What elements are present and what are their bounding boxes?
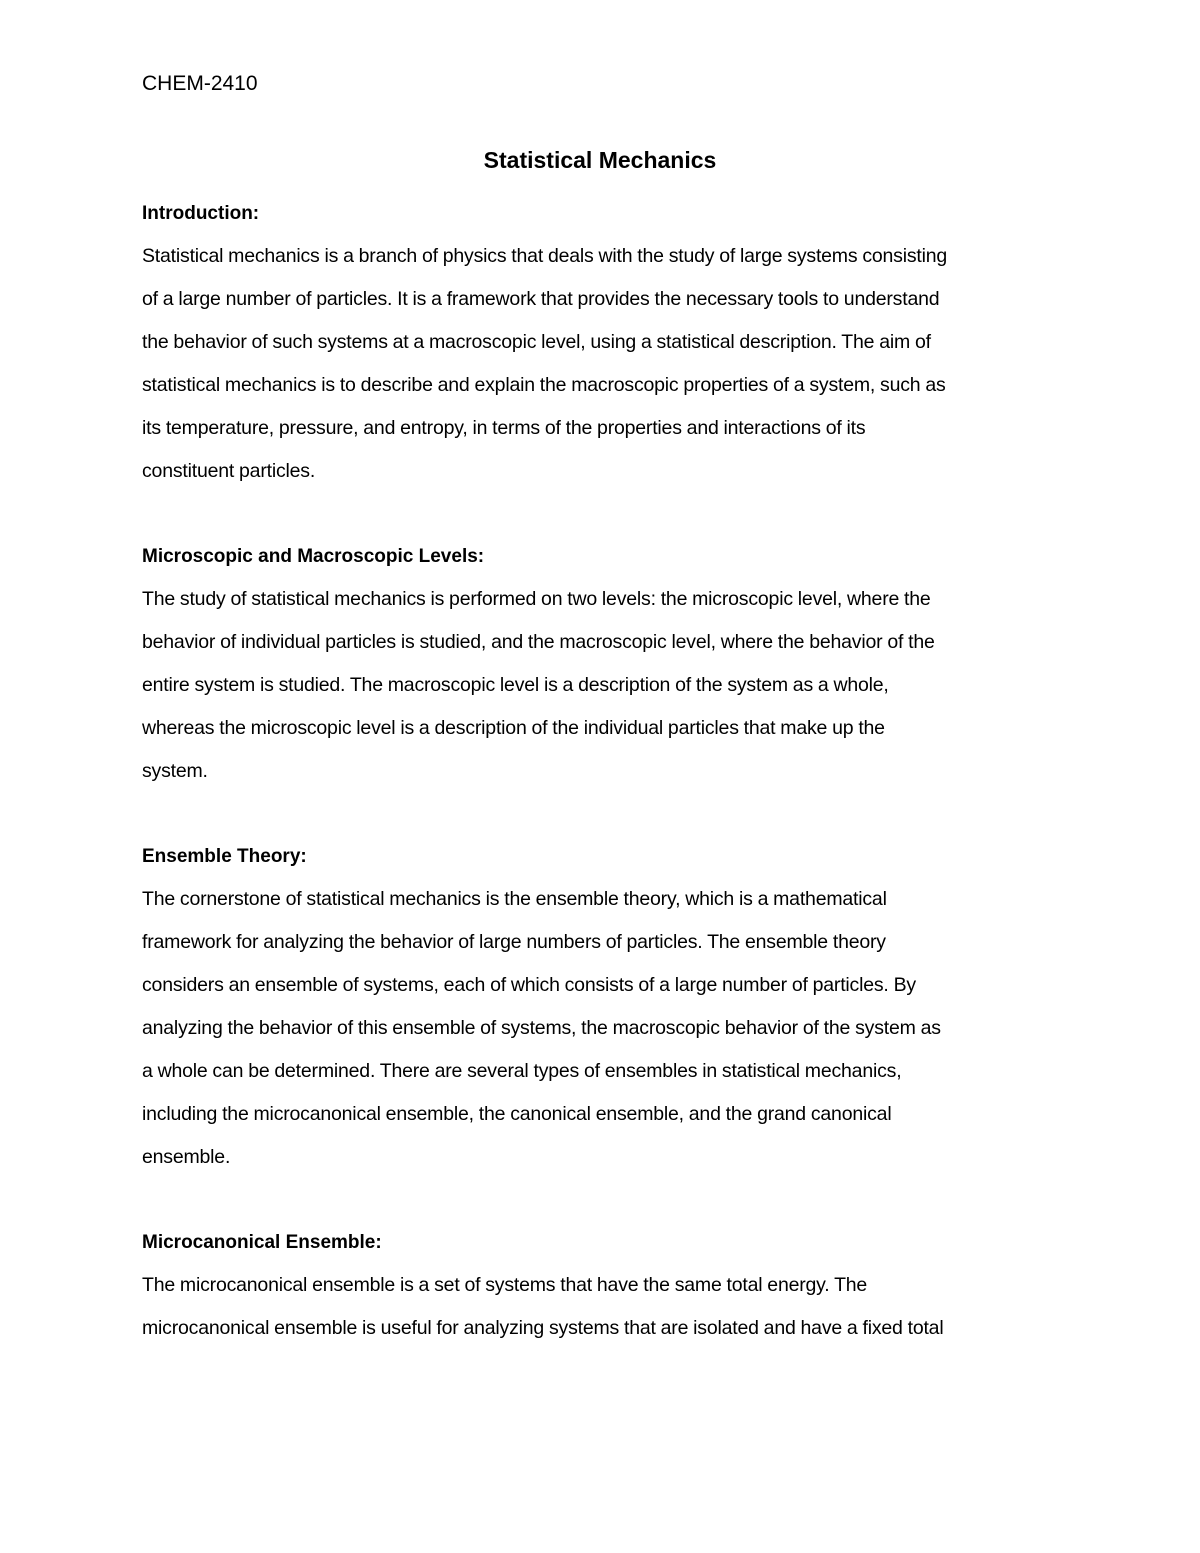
section-paragraph <box>142 578 1057 793</box>
paragraph-line: of a large number of particles. It is a framework that provides the necessary tools to understand <box>142 288 940 310</box>
section-microcanonical-ensemble <box>142 1221 1057 1350</box>
paragraph-line: behavior of individual particles is studied, and the macroscopic level, where the behavior of the <box>142 631 935 653</box>
section-paragraph <box>142 235 1057 493</box>
paragraph-line: a whole can be determined. There are several types of ensembles in statistical mechanics, <box>142 1060 902 1082</box>
paragraph-line: the behavior of such systems at a macroscopic level, using a statistical description. The aim of <box>142 331 931 353</box>
paragraph-line: whereas the microscopic level is a description of the individual particles that make up the <box>142 717 885 739</box>
paragraph-line: ensemble. <box>142 1146 231 1168</box>
paragraph-line: The cornerstone of statistical mechanics is the ensemble theory, which is a mathematical <box>142 888 887 910</box>
section-heading: Introduction: <box>142 203 260 224</box>
paragraph-line: The study of statistical mechanics is performed on two levels: the microscopic level, where the <box>142 588 931 610</box>
paragraph-line: constituent particles. <box>142 460 316 482</box>
paragraph-line: its temperature, pressure, and entropy, in terms of the properties and interactions of its <box>142 417 866 439</box>
section-paragraph <box>142 878 1057 1179</box>
section-microscopic-macroscopic-levels <box>142 535 1057 793</box>
document-body <box>142 192 1057 1392</box>
paragraph-line: including the microcanonical ensemble, the canonical ensemble, and the grand canonical <box>142 1103 892 1125</box>
course-code-header: CHEM-2410 <box>142 72 258 95</box>
paragraph-line: analyzing the behavior of this ensemble of systems, the macroscopic behavior of the system as <box>142 1017 941 1039</box>
section-introduction <box>142 192 1057 493</box>
document-title: Statistical Mechanics <box>483 147 717 173</box>
section-ensemble-theory <box>142 835 1057 1179</box>
paragraph-line: Statistical mechanics is a branch of physics that deals with the study of large systems consisting <box>142 245 948 267</box>
paragraph-line: entire system is studied. The macroscopic level is a description of the system as a whole, <box>142 674 889 696</box>
section-heading: Microscopic and Macroscopic Levels: <box>142 546 485 567</box>
paragraph-line: system. <box>142 760 208 782</box>
section-heading: Ensemble Theory: <box>142 846 307 867</box>
paragraph-line: considers an ensemble of systems, each of which consists of a large number of particles. By <box>142 974 916 996</box>
paragraph-line: framework for analyzing the behavior of large numbers of particles. The ensemble theory <box>142 931 886 953</box>
paragraph-line: statistical mechanics is to describe and explain the macroscopic properties of a system, such as <box>142 374 946 396</box>
paragraph-line: The microcanonical ensemble is a set of systems that have the same total energy. The <box>142 1274 868 1296</box>
section-heading: Microcanonical Ensemble: <box>142 1232 382 1253</box>
section-paragraph <box>142 1264 1057 1350</box>
paragraph-line: microcanonical ensemble is useful for analyzing systems that are isolated and have a fixed total <box>142 1317 944 1339</box>
